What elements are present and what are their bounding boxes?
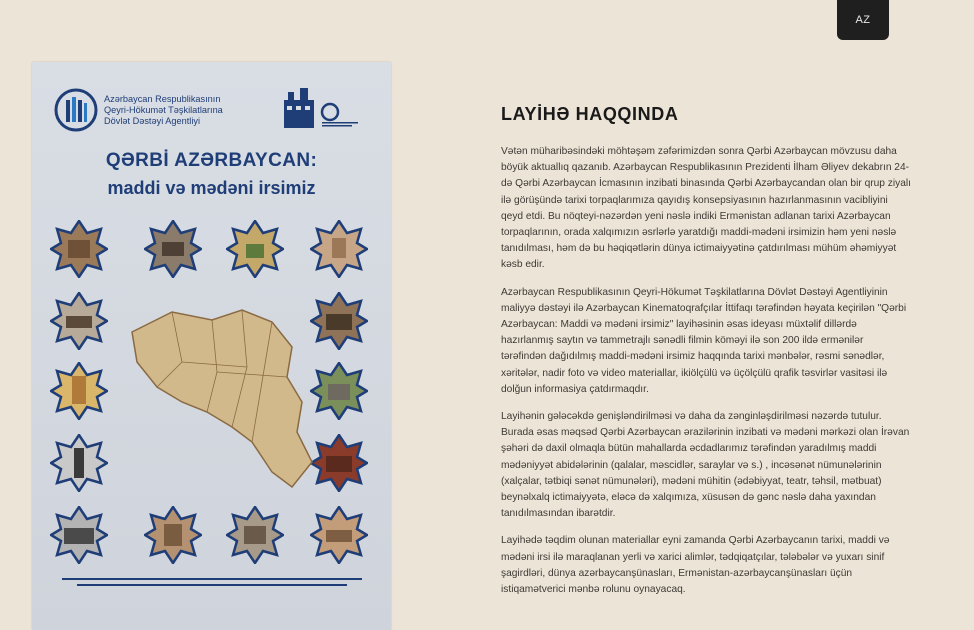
heritage-photo-star bbox=[50, 292, 108, 350]
agency-logo-icon bbox=[54, 88, 98, 132]
article-paragraph: Layihədə təqdim olunan materiallar eyni zamanda Qərbi Azərbaycanın tarixi, maddi və mədəni irsi ilə maraqlanan yerli və xarici alimlər, tədqiqatçılar, tələbələr və yuxarı sinif şagirdləri, dünya azərbaycanşünasları, Ermənistan-azərbaycanşünasları üçün istiqamətverici mənbə rolunu oynayacaq. bbox=[501, 535, 890, 596]
heritage-photo-star bbox=[226, 506, 284, 564]
article-paragraph: Layihənin gələcəkdə genişləndirilməsi və daha da zənginləşdirilməsi nəzərdə tutulur. Burada əsas məqsəd Qərbi Azərbaycan ərazilərinin inzibati və mədəni mərkəzi olan İrəvan şəhəri də daxil olmaqla bütün mahallarda əcdadlarımız tərəfindən yaradılmış maddi mədəniyyət abidələrinin (qalalar, məscidlər, saraylar və s.) , incəsənət nümunələrinin (xalçalar, tətbiqi sənət nümunələri), mədəni mühitin (ədəbiyyat, teatr, təhsil, mətbuat) beynəlxalq ictimaiyyətə, eləcə də xalqımıza, xüsusən də gənc nəslə daha yaxından tanıdılmasından ibarətdir. bbox=[501, 411, 910, 520]
about-project-section bbox=[501, 104, 946, 609]
poster-decorative-lines bbox=[62, 576, 362, 590]
article-paragraph: Vətən müharibəsindəki möhtəşəm zəfərimizdən sonra Qərbi Azərbaycan mövzusu daha böyük aktuallıq qazanıb. Azərbaycan Respublikasının Prezidenti İlham Əliyev dekabrın 24- də Qərbi Azərbaycan İcmasının inzibati binasında Qərbi Azərbaycandan olan bir qrup ziyalı ilə görüşündə tarixi torpaqlarımıza qayıdış konsepsiyasının hazırlanmasının vacibliyini qeyd etdi. Bu nöqteyi-nəzərdən yeni nəslə indiki Ermənistan adlanan tarixi Azərbaycan torpaqlarının, orada xalqımızın əsrlərlə yaratdığı maddi-mədəni irsimizin həm yeni nəslə tanıdılması, həm də bu həqiqətlərin dünya ictimaiyyətinə çatdırılması mühüm əhəmiyyət kəsb edir. bbox=[501, 146, 911, 271]
language-switch-button[interactable]: AZ bbox=[837, 0, 889, 40]
article-paragraph: Azərbaycan Respublikasının Qeyri-Hökumət Təşkilatlarına Dövlət Dəstəyi Agentliyinin maliyyə dəstəyi ilə Azərbaycan Kinematoqrafçılar İttifaqı tərəfindən həyata keçirilən "Qərbi Azərbaycan: Maddi və mədəni irsimiz" layihəsinin əsas ideyası müxtəlif dillərdə hazırlanmış saytın və tammetrajlı sənədli filmin köməyi ilə son 200 ildə ermənilər tərəfindən dağıdılmış maddi-mədəni irsimiz haqqında tarixi mənbələr, rəsmi sənədlər, xəritələr, nadir foto və video materiallar, ikiölçülü və üçölçülü qrafik təsvirlər vasitəsi ilə dolğun informasiya çatdırmaqdır. bbox=[501, 286, 907, 395]
poster-subtitle: maddi və mədəni irsimiz bbox=[107, 178, 316, 198]
heritage-photo-star bbox=[50, 220, 108, 278]
heritage-photo-star bbox=[144, 506, 202, 564]
poster-title: QƏRBİ AZƏRBAYCAN: bbox=[105, 150, 318, 171]
heritage-photo-star bbox=[310, 220, 368, 278]
historical-map-illustration bbox=[112, 292, 322, 492]
project-poster bbox=[32, 62, 391, 630]
agency-header bbox=[54, 88, 223, 132]
section-title: LAYİHƏ HAQQINDA bbox=[501, 104, 679, 124]
cinematographers-union-logo-icon bbox=[280, 86, 364, 132]
heritage-photo-star bbox=[50, 362, 108, 420]
heritage-photo-star bbox=[50, 434, 108, 492]
heritage-photo-star bbox=[226, 220, 284, 278]
heritage-photo-star bbox=[144, 220, 202, 278]
agency-name: Azərbaycan Respublikasının Qeyri-Hökumət Təşkilatlarına Dövlət Dəstəyi Agentliyi bbox=[104, 93, 223, 126]
heritage-photo-star bbox=[310, 506, 368, 564]
heritage-photo-star bbox=[50, 506, 108, 564]
